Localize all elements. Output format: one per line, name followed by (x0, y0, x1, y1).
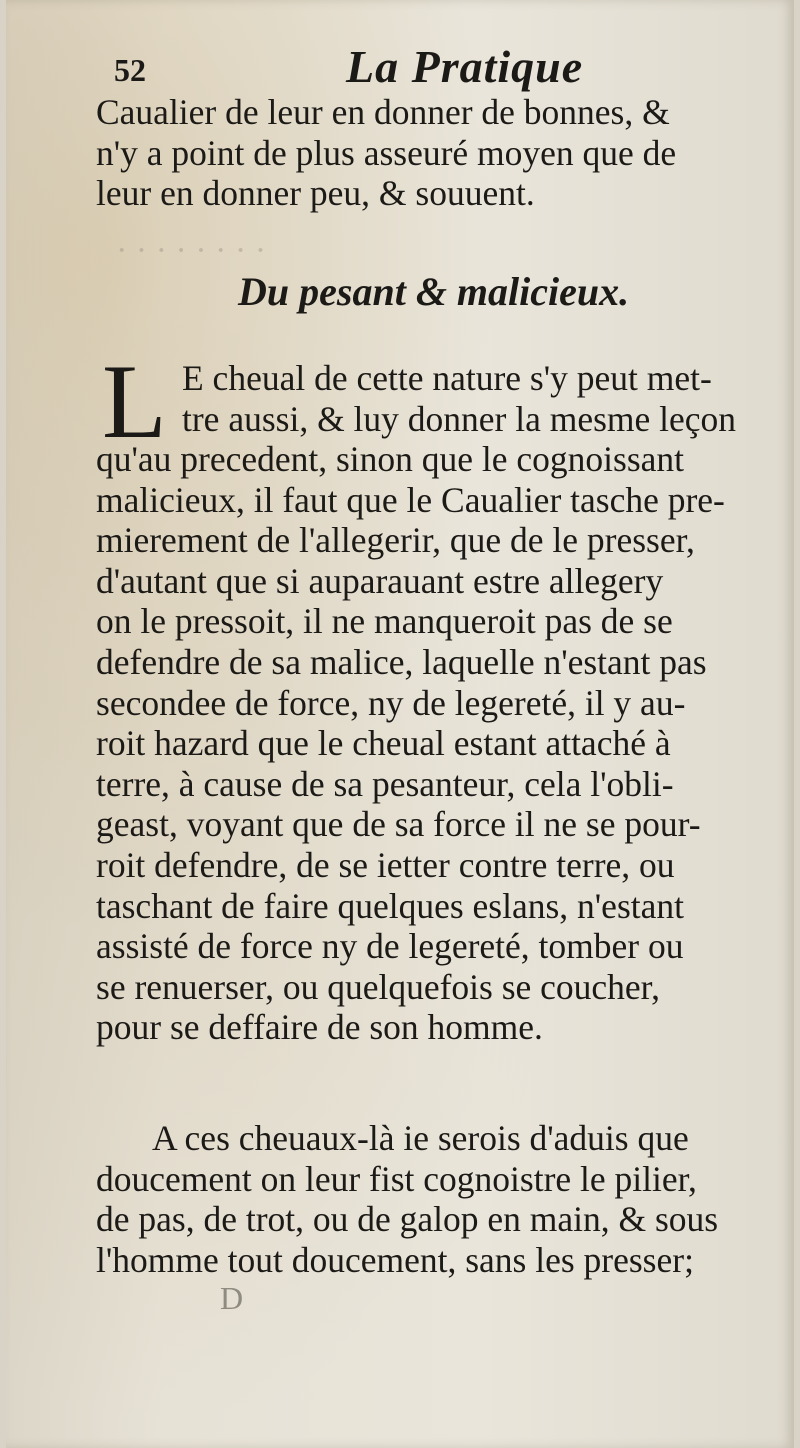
text-line: geast, voyant que de sa force il ne se pour- (96, 804, 701, 845)
paragraph-1 (96, 92, 786, 214)
text-line: A ces cheuaux-là ie serois d'aduis que (152, 1118, 689, 1158)
text-line: roit defendre, de se ietter contre terre, ou (96, 844, 675, 885)
text-line: tre aussi, & luy donner la mesme leçon (182, 398, 737, 439)
text-line: assisté de force ny de legereté, tomber ou (96, 926, 684, 967)
text-line: on le pressoit, il ne manqueroit pas de se (96, 601, 673, 642)
text-line: taschant de faire quelques eslans, n'estant (96, 885, 684, 926)
text-line: malicieux, il faut que le Caualier tasche pre- (96, 479, 725, 520)
text-line: roit hazard que le cheual estant attaché à (96, 723, 671, 764)
text-line: defendre de sa malice, laquelle n'estant pas (96, 641, 707, 682)
text-line: mierement de l'allegerir, que de le presser, (96, 520, 695, 561)
text-line: terre, à cause de sa pesanteur, cela l'obli- (96, 763, 674, 804)
paragraph-3 (96, 1118, 786, 1280)
section-heading: Du pesant & malicieux. (238, 269, 630, 314)
page-number: 52 (114, 52, 146, 88)
text-line: secondee de force, ny de legereté, il y au- (96, 682, 686, 723)
text-line: de pas, de trot, ou de galop en main, & sous (96, 1199, 719, 1240)
drop-cap: L (102, 343, 167, 460)
show-through-text: · · · · · · · · (116, 232, 267, 269)
text-line: doucement on leur fist cognoistre le pilier, (96, 1158, 697, 1199)
text-line: pour se deffaire de son homme. (96, 1007, 543, 1048)
text-line: E cheual de cette nature s'y peut met- (182, 358, 712, 398)
text-line: leur en donner peu, & souuent. (96, 173, 535, 214)
catchword: D (220, 1280, 244, 1316)
text-line: Caualier de leur en donner de bonnes, & (96, 92, 670, 132)
text-line: n'y a point de plus asseuré moyen que de (96, 132, 677, 173)
text-line: se renuerser, ou quelquefois se coucher, (96, 966, 660, 1007)
text-line: d'autant que si auparauant estre allegery (96, 560, 664, 601)
paragraph-2 (96, 439, 786, 1048)
running-title: La Pratique (346, 41, 584, 92)
paragraph-2-lead (182, 358, 782, 439)
book-page (6, 0, 794, 1448)
page-header (106, 34, 746, 94)
text-line: l'homme tout doucement, sans les presser; (96, 1239, 694, 1280)
text-line: qu'au precedent, sinon que le cognoissant (96, 439, 685, 479)
